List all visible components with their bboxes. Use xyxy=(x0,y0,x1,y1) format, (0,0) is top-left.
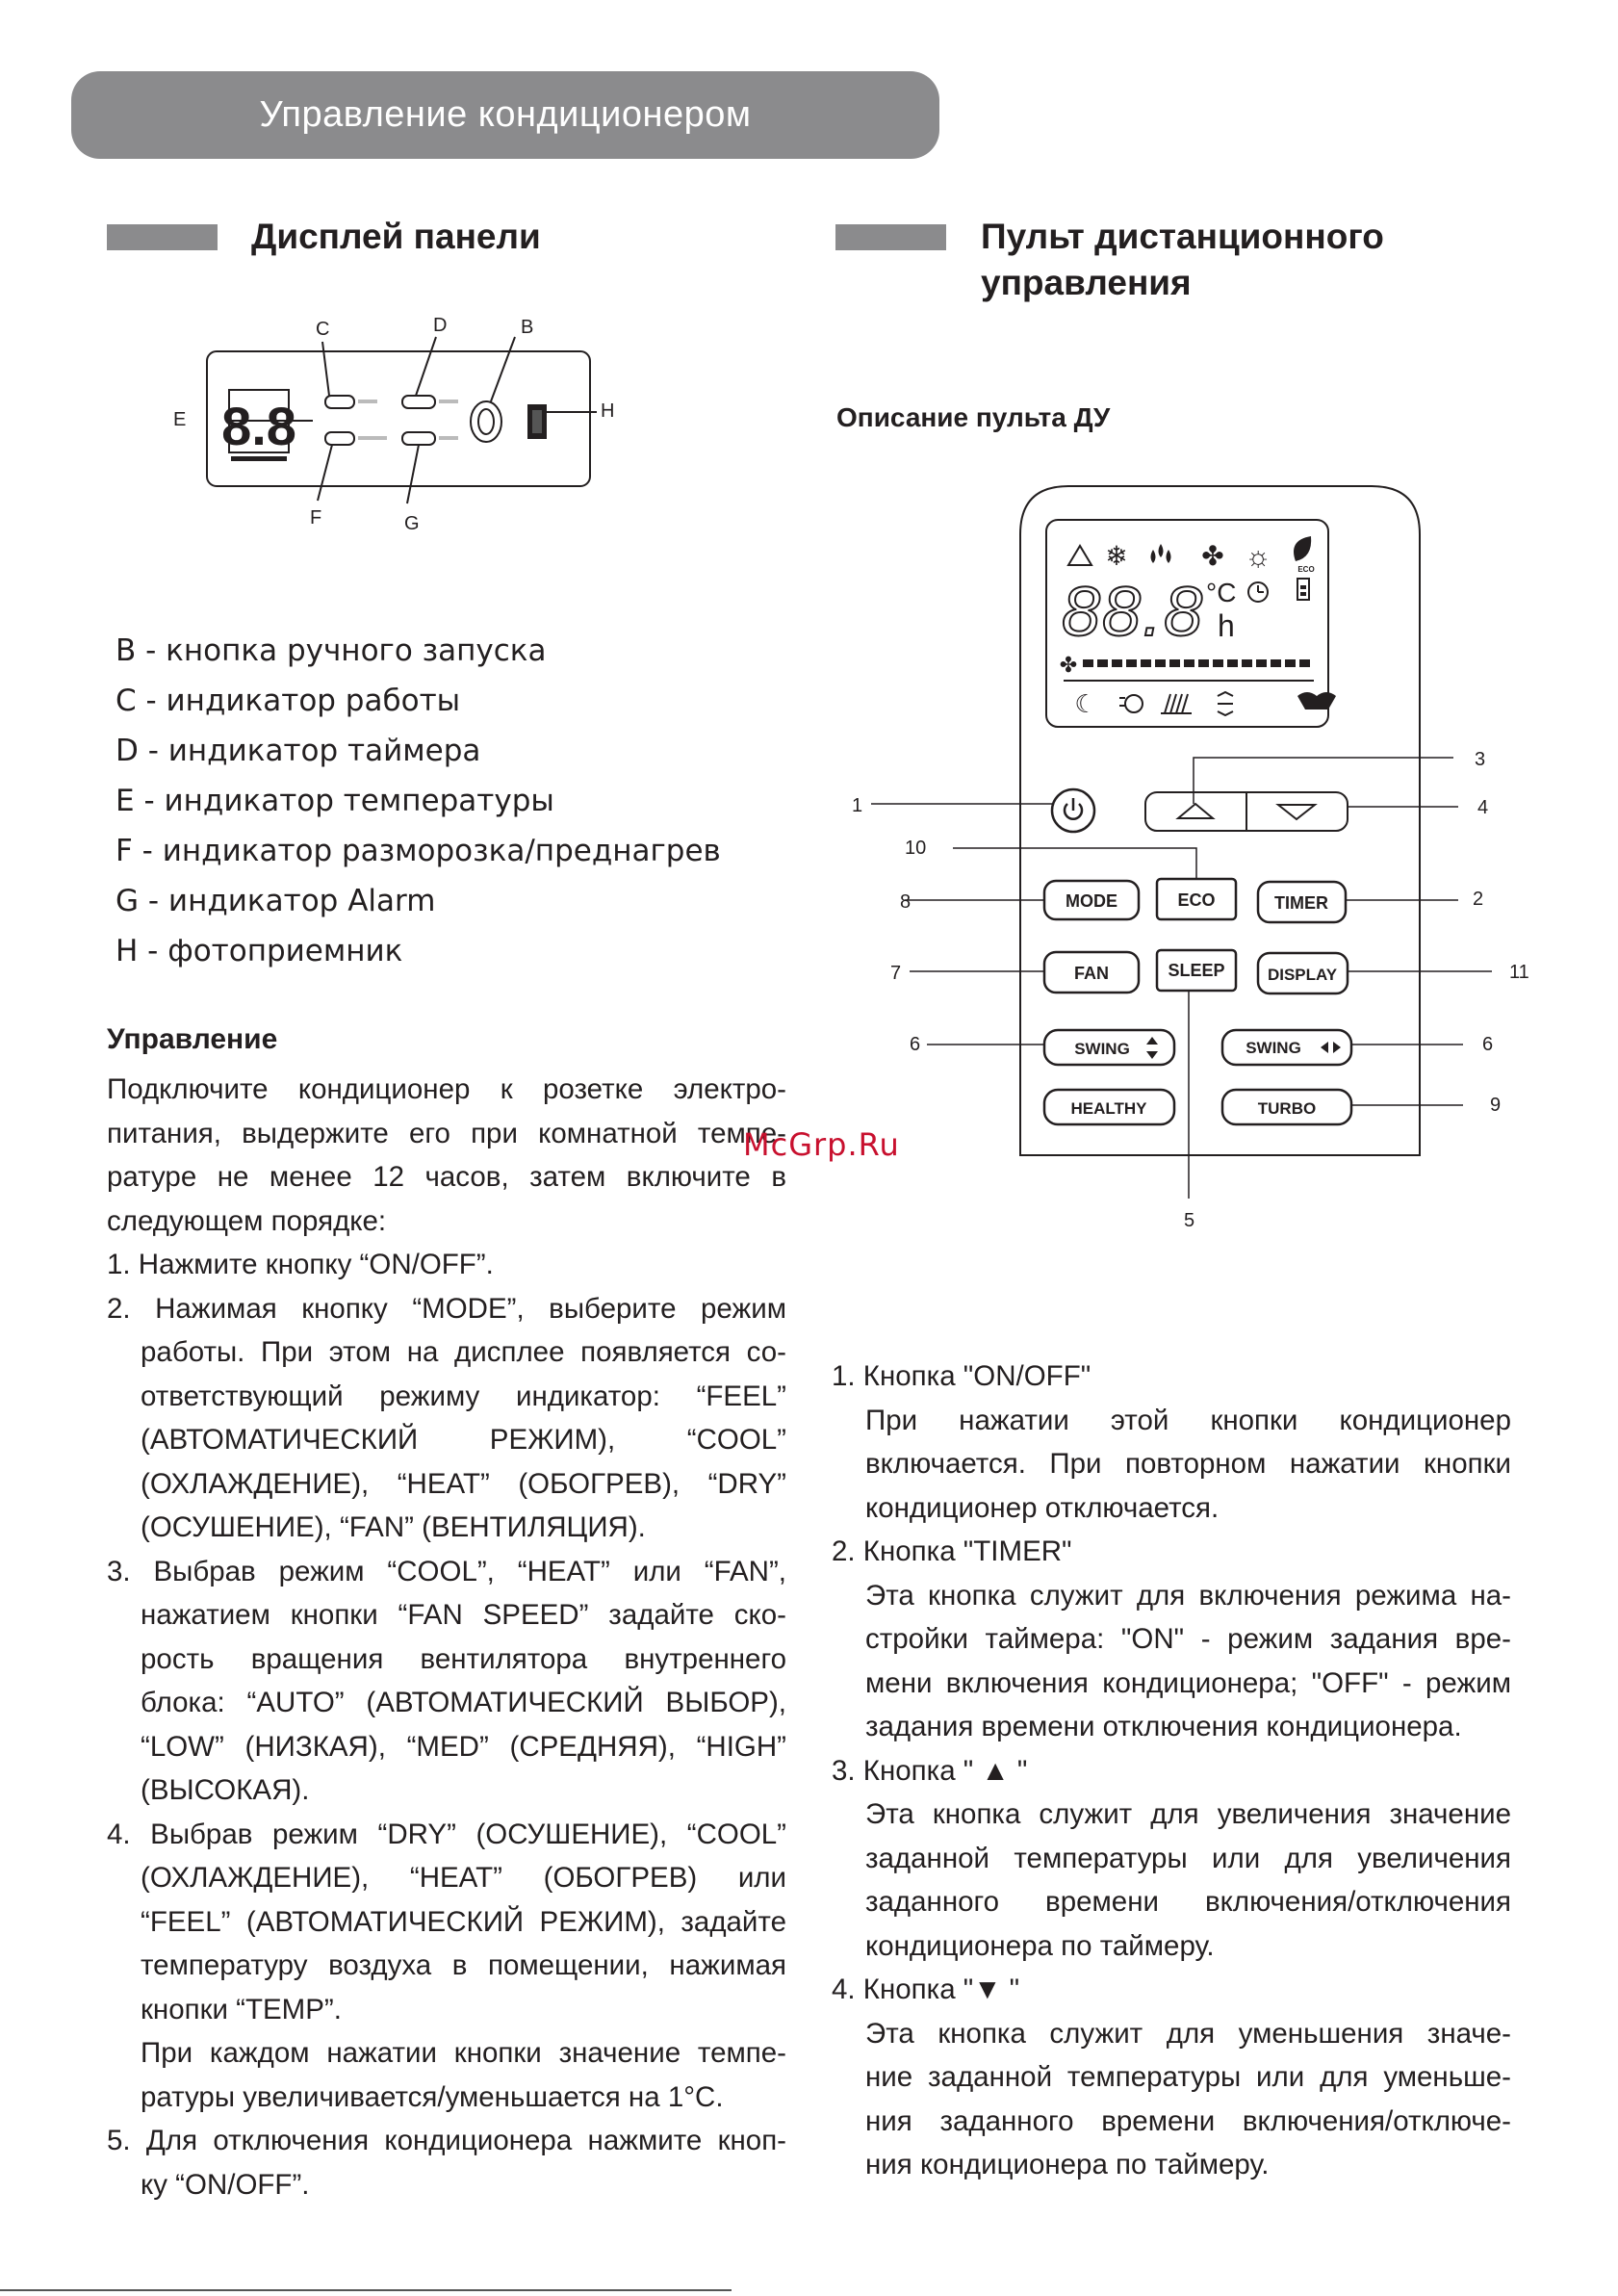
mode-button-label: MODE xyxy=(1066,891,1117,911)
text-line: кондиционера по таймеру. xyxy=(865,1929,1215,1962)
text-line: задания времени отключения кондиционера. xyxy=(865,1711,1462,1742)
timer-button-label: TIMER xyxy=(1274,893,1328,913)
callout-2: 2 xyxy=(1473,889,1484,910)
heat-mode-icon: ☼ xyxy=(1245,541,1271,573)
callout-9: 9 xyxy=(1490,1095,1502,1116)
text-line: “FEEL” (АВТОМАТИЧЕСКИЙ РЕЖИМ), задайте xyxy=(141,1905,786,1938)
page-header xyxy=(71,71,939,159)
section-title-remote-line2: управления xyxy=(981,263,1192,302)
text-line: кнопки “TEMP”. xyxy=(141,1993,342,2025)
lcd-digits: 88.8 xyxy=(1062,574,1205,651)
text-line: 1. Нажмите кнопку “ON/OFF”. xyxy=(107,1249,494,1280)
text-line: Эта кнопка служит для уменьшения значе- xyxy=(865,2017,1511,2050)
eco-button-label: ECO xyxy=(1177,890,1216,910)
text-line: ния кондиционера по таймеру. xyxy=(865,2149,1270,2180)
text-line: (ОХЛАЖДЕНИЕ), “HEAT” (ОБОГРЕВ), “DRY” xyxy=(141,1467,786,1500)
fan-button[interactable] xyxy=(1044,952,1139,993)
text-line: нажатием кнопки “FAN SPEED” задайте ско- xyxy=(141,1599,786,1631)
legend-item-c: C - индикатор работы xyxy=(116,684,461,718)
management-text xyxy=(107,1068,786,2206)
healthy-button[interactable] xyxy=(1044,1090,1174,1124)
swing-horizontal-label: SWING xyxy=(1246,1039,1301,1057)
lcd-sleep-icon: ☾ xyxy=(1074,689,1097,718)
callout-6-right: 6 xyxy=(1482,1034,1494,1055)
section-marker-right xyxy=(835,224,946,250)
lcd-eco-label: ECO xyxy=(1297,565,1315,574)
legend-item-h: H - фотоприемник xyxy=(116,934,403,968)
indicator-d xyxy=(402,396,435,408)
text-line: 3. Кнопка " ▲ " xyxy=(832,1754,1028,1787)
callout-3: 3 xyxy=(1475,749,1486,770)
text-line: ратуры увеличивается/уменьшается на 1°С. xyxy=(141,2080,724,2113)
legend-item-e: E - индикатор температуры xyxy=(116,784,554,818)
label-e: E xyxy=(173,409,187,430)
page-header-title: Управление кондиционером xyxy=(259,94,752,135)
page-bottom-rule xyxy=(0,2289,732,2291)
text-line: (ВЫСОКАЯ). xyxy=(141,1774,310,1806)
legend-item-b: B - кнопка ручного запуска xyxy=(116,633,547,668)
display-legend-list xyxy=(116,626,721,976)
text-line: включается. При повторном нажатии кнопки xyxy=(865,1448,1511,1480)
callout-10: 10 xyxy=(905,838,927,859)
text-line: ратуре не менее 12 часов, затем включите в xyxy=(107,1161,786,1193)
text-line: Эта кнопка служит для включения режима на- xyxy=(865,1579,1511,1612)
label-c: C xyxy=(316,319,330,340)
section-title-remote-line1: Пульт дистанционного xyxy=(981,217,1384,256)
section-title-remote xyxy=(981,214,1384,306)
text-line: Подключите кондиционер к розетке электро- xyxy=(107,1073,786,1105)
label-b: B xyxy=(521,317,534,338)
temperature-digits: 8.8 xyxy=(221,396,296,456)
lcd-unit-hours: h xyxy=(1218,608,1235,643)
temperature-digits-indicator xyxy=(221,390,296,461)
indicator-g xyxy=(402,432,435,445)
label-g: G xyxy=(404,513,420,534)
text-line: 4. Кнопка "▼ " xyxy=(832,1974,1020,2005)
display-button[interactable] xyxy=(1258,953,1348,993)
section-title-display-panel: Дисплей панели xyxy=(251,217,541,256)
text-line: кондиционер отключается. xyxy=(865,1491,1220,1524)
text-line: стройки таймера: "ON" - режим задания вре- xyxy=(865,1623,1511,1655)
text-line: ответствующий режиму индикатор: “FEEL” xyxy=(141,1380,786,1412)
text-line: температуру воздуха в помещении, нажимая xyxy=(141,1949,786,1981)
display-button-label: DISPLAY xyxy=(1267,966,1338,984)
healthy-button-label: HEALTHY xyxy=(1070,1099,1147,1118)
lcd-unit-celsius: °C xyxy=(1206,578,1237,607)
indicator-f xyxy=(325,432,354,445)
text-line: “LOW” (НИЗКАЯ), “MED” (СРЕДНЯЯ), “HIGH” xyxy=(141,1730,786,1763)
timer-button[interactable] xyxy=(1258,882,1346,922)
text-line: 5. Для отключения кондиционера нажмите кноп- xyxy=(107,2125,786,2156)
legend-item-g: G - индикатор Alarm xyxy=(116,884,436,918)
text-line: заданной температуры или для увеличения xyxy=(865,1842,1511,1874)
fan-mode-icon: ✤ xyxy=(1201,541,1224,571)
section-marker-left xyxy=(107,224,218,250)
turbo-button[interactable] xyxy=(1222,1090,1351,1124)
text-line: блока: “AUTO” (АВТОМАТИЧЕСКИЙ ВЫБОР), xyxy=(141,1687,786,1718)
text-line: следующем порядке: xyxy=(107,1204,387,1237)
display-panel-diagram xyxy=(164,308,626,549)
turbo-button-label: TURBO xyxy=(1257,1099,1317,1118)
mode-button[interactable] xyxy=(1044,881,1139,919)
watermark: McGrp.Ru xyxy=(743,1126,900,1163)
sleep-button[interactable] xyxy=(1157,950,1236,991)
text-line: 1. Кнопка "ON/OFF" xyxy=(832,1360,1092,1392)
text-line: (ОХЛАЖДЕНИЕ), “HEAT” (ОБОГРЕВ) или xyxy=(141,1862,786,1894)
text-line: питания, выдержите его при комнатной темпе- xyxy=(107,1117,786,1149)
remote-control-diagram xyxy=(828,477,1540,1247)
text-line: заданного времени включения/отключения xyxy=(865,1886,1511,1918)
text-line: (ОСУШЕНИЕ), “FAN” (ВЕНТИЛЯЦИЯ). xyxy=(141,1511,646,1543)
label-f: F xyxy=(310,507,322,529)
text-line: мени включения кондиционера; "OFF" - режим xyxy=(865,1666,1511,1699)
text-line: работы. При этом на дисплее появляется со- xyxy=(141,1336,786,1368)
legend-item-f: F - индикатор разморозка/преднагрев xyxy=(116,834,721,868)
lcd-fan-speed-icon: ✤ xyxy=(1059,653,1078,677)
text-line: При каждом нажатии кнопки значение темпе- xyxy=(141,2037,786,2069)
text-line: 2. Нажимая кнопку “MODE”, выберите режим xyxy=(107,1292,786,1325)
text-line: ние заданной температуры или для уменьше- xyxy=(865,2061,1511,2093)
text-line: ку “ON/OFF”. xyxy=(141,2168,310,2201)
callout-6-left: 6 xyxy=(910,1034,921,1055)
sleep-button-label: SLEEP xyxy=(1168,961,1225,980)
fan-button-label: FAN xyxy=(1074,964,1109,983)
cool-mode-icon: ❄ xyxy=(1105,541,1128,571)
eco-button[interactable] xyxy=(1157,879,1236,919)
indicator-c xyxy=(325,396,354,408)
text-line: При нажатии этой кнопки кондиционер xyxy=(865,1404,1511,1436)
text-line: ния заданного времени включения/отключе- xyxy=(865,2104,1511,2137)
manual-start-button xyxy=(471,401,501,442)
legend-item-d: D - индикатор таймера xyxy=(116,734,481,768)
label-h: H xyxy=(601,400,615,422)
remote-description-subtitle: Описание пульта ДУ xyxy=(836,402,1111,432)
callout-11: 11 xyxy=(1509,962,1529,983)
swing-vertical-label: SWING xyxy=(1074,1040,1130,1058)
swing-horizontal-button[interactable] xyxy=(1222,1030,1351,1065)
callout-4: 4 xyxy=(1477,797,1489,818)
callout-5: 5 xyxy=(1184,1210,1195,1231)
text-line: рость вращения вентилятора внутреннего xyxy=(141,1642,786,1675)
callout-7: 7 xyxy=(890,963,902,984)
text-line: 4. Выбрав режим “DRY” (ОСУШЕНИЕ), “COOL” xyxy=(107,1818,786,1850)
callout-1: 1 xyxy=(852,795,863,816)
text-line: 2. Кнопка "TIMER" xyxy=(832,1535,1072,1567)
callout-8: 8 xyxy=(900,891,912,913)
swing-vertical-button[interactable] xyxy=(1044,1030,1174,1065)
text-line: 3. Выбрав режим “COOL”, “HEAT” или “FAN”, xyxy=(107,1555,786,1587)
remote-buttons-description xyxy=(832,1354,1511,2187)
text-line: (АВТОМАТИЧЕСКИЙ РЕЖИМ), “COOL” xyxy=(141,1424,786,1456)
management-title: Управление xyxy=(107,1023,278,1055)
text-line: Эта кнопка служит для увеличения значение xyxy=(865,1798,1511,1830)
label-d: D xyxy=(433,315,448,336)
